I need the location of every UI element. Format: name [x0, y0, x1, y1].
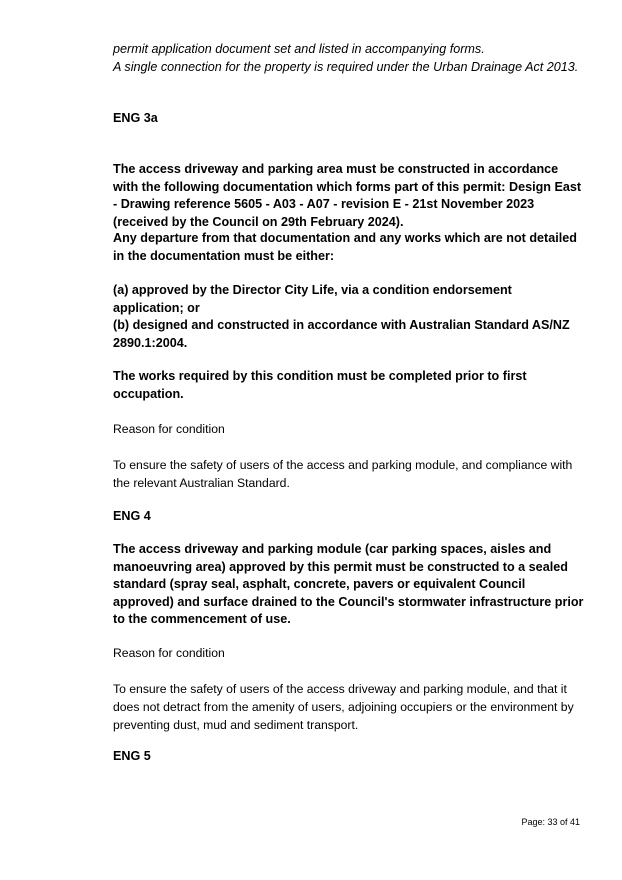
eng4-paragraph-1	[113, 541, 588, 629]
text-line: the relevant Australian Standard.	[113, 476, 290, 490]
eng5-heading: ENG 5	[113, 749, 151, 763]
text-line: - Drawing reference 5605 - A03 - A07 - revision E - 21st November 2023	[113, 197, 535, 211]
text-line: To ensure the safety of users of the access and parking module, and compliance with	[113, 458, 573, 472]
text-line: approved) and surface drained to the Council's stormwater infrastructure prior	[113, 594, 584, 609]
text-line: The access driveway and parking area must be constructed in accordance	[113, 162, 559, 176]
intro-paragraph	[113, 40, 588, 76]
text-line: A single connection for the property is required under the Urban Drainage Act 2013.	[113, 60, 579, 74]
text-line: in the documentation must be either:	[113, 248, 335, 263]
text-line: does not detract from the amenity of users, adjoining occupiers or the environment by	[113, 700, 574, 714]
eng3a-paragraph-4	[113, 368, 588, 403]
eng3a-paragraph-3	[113, 282, 588, 352]
text-line: application; or	[113, 300, 200, 315]
eng3a-paragraph-1	[113, 161, 588, 231]
text-line: The works required by this condition must be completed prior to first	[113, 369, 527, 383]
text-line: Any departure from that documentation and any works which are not detailed	[113, 231, 577, 245]
eng3a-paragraph-2	[113, 230, 588, 265]
eng4-reason-text	[113, 680, 588, 734]
text-line: To ensure the safety of users of the access driveway and parking module, and that it	[113, 682, 567, 696]
text-line: standard (spray seal, asphalt, concrete, pavers or equivalent Council	[113, 577, 526, 591]
eng4-reason-label: Reason for condition	[113, 646, 225, 660]
eng3a-reason-label: Reason for condition	[113, 422, 225, 436]
eng4-heading: ENG 4	[113, 509, 151, 523]
page-number: Page: 33 of 41	[521, 817, 580, 827]
text-line: to the commencement of use.	[113, 612, 291, 626]
text-line: manoeuvring area) approved by this permit must be constructed to a sealed	[113, 559, 568, 574]
text-line: The access driveway and parking module (car parking spaces, aisles and	[113, 542, 552, 556]
text-line: preventing dust, mud and sediment transport.	[113, 718, 359, 732]
text-line: (b) designed and constructed in accordance with Australian Standard AS/NZ	[113, 318, 570, 332]
text-line: permit application document set and listed in accompanying forms.	[113, 42, 485, 56]
text-line: with the following documentation which forms part of this permit: Design East	[113, 179, 582, 194]
text-line: (received by the Council on 29th February 2024).	[113, 214, 404, 229]
text-line: 2890.1:2004.	[113, 335, 188, 350]
text-line: occupation.	[113, 386, 184, 401]
eng3a-reason-text	[113, 456, 588, 492]
eng3a-heading: ENG 3a	[113, 111, 158, 125]
text-line: (a) approved by the Director City Life, via a condition endorsement	[113, 283, 512, 297]
